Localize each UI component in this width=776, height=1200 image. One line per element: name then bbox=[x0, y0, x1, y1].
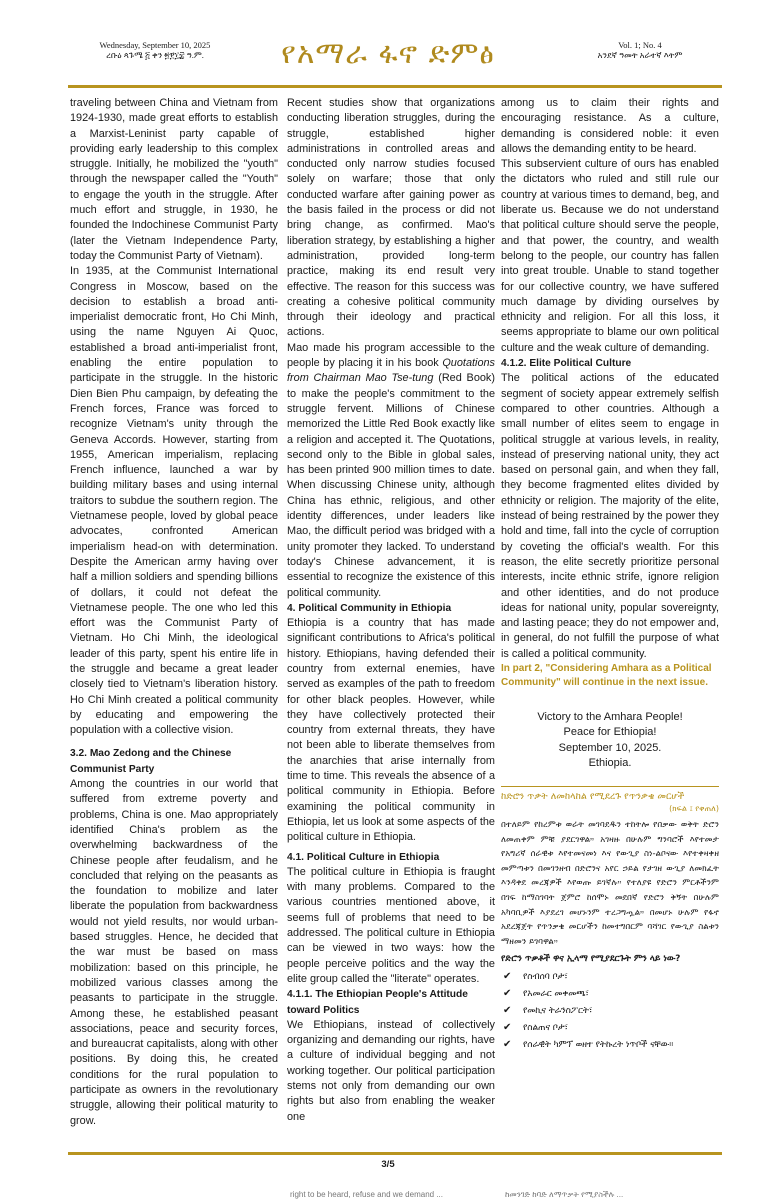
masthead-volume bbox=[560, 40, 720, 60]
masthead-date bbox=[70, 40, 240, 60]
list-item bbox=[501, 1020, 719, 1037]
masthead-rule bbox=[68, 85, 722, 88]
target-list bbox=[501, 969, 719, 1053]
next-page-peek-left: right to be heard, refuse and we demand ... bbox=[290, 1190, 443, 1199]
text-run: (Red Book) to make the people's commitment to the struggle fervent. Millions of Chinese memorized the Little Red Book exactly like a religion and accepted it. The Quotations, second only to the Bible in global sales, has been printed 900 million times to date. When discussing Chinese unity, although China has ethnic, religious, and other identity differences, under leaders like Mao, the difficult period was bridged with a unity promoter they lacked. To understand today's Chinese advancement, it is essential to recognize the existence of this political community. bbox=[287, 372, 496, 599]
checkmark-icon: ✔ bbox=[503, 988, 512, 1000]
paragraph: This subservient culture of ours has enabled the dictators who ruled and still rule our country at various times to demand, beg, and liberate us. Because we do not understand that political culture should serve the people, and that power, the country, and wealth belong to the people, our country has fallen into great trouble. Unable to stand together for our collective country, we have suffered much damage by dividing ourselves by ethnicity and religion. For all this loss, it seems appropriate to blame our own political culture and the weak culture of demanding. bbox=[501, 158, 719, 354]
section-heading-4: 4. Political Community in Ethiopia bbox=[287, 602, 452, 614]
closing-statement bbox=[501, 710, 719, 772]
book-title: Quotations from Chairman Mao Tse-tung bbox=[287, 357, 495, 385]
list-item-text: የስብሰባ ቦታ፣ bbox=[523, 972, 568, 983]
closing-line: Victory to the Amhara People! bbox=[537, 710, 683, 723]
paragraph: The political actions of the educated segment of society appear extremely selfish compared to other countries. Although a small number of elites seem to engage in political struggle at various levels, in reality, instead of preserving national unity, they act based on personal gain, and when they fall, they become fragmented elites divided by ethnicity or religion. The majority of the elite, instead of being restrained by the power they hold and time, fall into the cycle of corruption by coveting the official's wealth. For this reason, the elite secretly prioritize personal interests, incite ethnic strife, ignore religion and other identities, and do not produce ideas for national unity, popular sovereignty, and lasting peace; they do not empower and, in general, do not fulfill the purpose of what is called a political community. bbox=[501, 372, 719, 660]
page-number: 3/5 bbox=[381, 1159, 395, 1170]
section-heading-4-1: 4.1. Political Culture in Ethiopia bbox=[287, 851, 440, 863]
closing-line: September 10, 2025. bbox=[558, 741, 662, 754]
closing-line: Ethiopia. bbox=[588, 757, 632, 770]
paragraph: Among the countries in our world that suffered from extreme poverty and problems, China is one. Mao appropriately identified China's problem as the overwhelming backwardness of the Chinese people after feudalism, and he concluded that relying on the peasants as the foundation to mobilize and later liberate the population from backwardness would not yield results, nor would urban-based struggles. Hence, he decided that the war must be based on mass mobilization: based on this principle, he mobilized various classes among the peasants to participate in the struggle. Among these, he established peasant associations, peace and security forces, and bureaucrat capitalists, along with other positions. By doing this, he created conditions for the rural population to participate as owners in the revolutionary struggle, allowing their political maturity to grow. bbox=[70, 778, 278, 1127]
amharic-section-title: ከድሮን ጥቃት ለመከላከል የሚደረጉ የጥንቃቄ መርሆች bbox=[501, 790, 685, 802]
paragraph: We Ethiopians, instead of collectively organizing and demanding our rights, have a culture of individual begging and not working together. Our political participation stems not only from demanding our own rights but also from enabling the weaker one bbox=[287, 1018, 495, 1123]
paragraph: traveling between China and Vietnam from 1924-1930, made great efforts to establish a Marxist-Leninist party capable of providing early leadership to this complex struggle. Initially, he mobilized the "youth" through the newspaper called the "Youth" to engage the youth in the struggle. After much effort and struggle, in 1930, he founded the Indochinese Communist Party (later the Vietnam Independence Party, today the Communist Party of Vietnam). bbox=[70, 97, 278, 262]
list-item-text: የመኪና ትራንስፖርት፣ bbox=[523, 1005, 593, 1016]
section-heading-3-2: 3.2. Mao Zedong and the Chinese Communist Party bbox=[70, 748, 232, 775]
paragraph: Ethiopia is a country that has made significant contributions to Africa's political history. Ethiopians, having defended their country from external enemies, have served as examples of the path to freedom for other black peoples. However, while they have collectively protected their country from external threats, they have not been able to liberate themselves from the anarchies that arise internally from time to time. This reveals the absence of a political community in Ethiopia. Before examining the political community in Ethiopia, let us look at some aspects of the political culture in Ethiopia. bbox=[287, 617, 495, 844]
amharic-section-subtitle: (ክፍል ፤ የቀጠለ) bbox=[669, 803, 719, 813]
list-item-text: የሰራዊት ካምፕ ወዘተ የትኩረት ነጥቦች ናቸው። bbox=[523, 1039, 674, 1050]
next-page-peek-right: ከመንገድ ከባድ ለማጥቃት የሚያስችሉ ... bbox=[505, 1190, 624, 1199]
text-run: Mao made his program accessible to the people by placing it in his book bbox=[287, 341, 495, 370]
column-1 bbox=[70, 96, 278, 1129]
masthead bbox=[0, 0, 776, 90]
footer-rule bbox=[68, 1152, 722, 1155]
paragraph bbox=[287, 341, 495, 601]
list-item-text: የአመራር መቀመጫ፣ bbox=[523, 989, 589, 1000]
list-item bbox=[501, 969, 719, 986]
volume-amharic: አንደኛ ዓመት አራተኛ እትም bbox=[597, 50, 683, 60]
paragraph: In 1935, at the Communist International Congress in Moscow, based on the decision to establish a broad anti-imperialist democratic front, Ho Chi Minh, using the name Nguyen Ai Quoc, established a broad anti-imperialist front, enabling the entire population to participate in the struggle. In the historic Dien Bien Phu campaign, by defeating the French forces, France was forced to recognize Vietnam's unity through the Geneva Accords. However, starting from 1955, American imperialism, replacing French influence, launched a war by building military bases and using internal traitors to subdue the southern region. The Vietnamese people, loved by global peace advocates, confronted American imperialism head-on with determination. Despite the American army having over half a million soldiers and spending billions of dollars, it could not defeat the Vietnamese people. The one who led this effort was the Communist Party of Vietnam. Ho Chi Minh, the ideological leader of this party, spent his entire life in the struggle and became a great leader closely tied to Vietnam's liberation history. Ho Chi Minh created a political community by educating and empowering the population with a collective vision. bbox=[70, 265, 278, 737]
section-heading-4-1-2: 4.1.2. Elite Political Culture bbox=[501, 358, 632, 370]
paragraph: Recent studies show that organizations conducting liberation struggles, during the struggle, established higher administrations in controlled areas and conducted only narrow studies focused solely on warfare; those that only conducted warfare after gaining power as the basis failed in the process or did not bring change, as confirmed. Mao's liberation strategy, by establishing a higher administration, provided long-term practice, making its end result very effective. The reason for this success was creating a cohesive political community through their ideology and practical actions. bbox=[287, 97, 495, 339]
closing-line: Peace for Ethiopia! bbox=[563, 726, 657, 739]
amharic-question: የድሮን ጥቃቶች ዋና ኢላማ የሚያደርጉት ምን ላይ ነው? bbox=[501, 954, 681, 965]
checkmark-icon: ✔ bbox=[503, 1004, 512, 1016]
list-item bbox=[501, 1003, 719, 1020]
column-3 bbox=[501, 96, 719, 1053]
list-item bbox=[501, 1037, 719, 1054]
date-english: Wednesday, September 10, 2025 bbox=[99, 40, 211, 50]
volume-english: Vol. 1; No. 4 bbox=[618, 40, 662, 50]
section-heading-4-1-1: 4.1.1. The Ethiopian People's Attitude toward Politics bbox=[287, 989, 468, 1016]
continuation-note: In part 2, "Considering Amhara as a Political Community" will continue in the next issue. bbox=[501, 662, 712, 688]
checkmark-icon: ✔ bbox=[503, 1021, 512, 1033]
checkmark-icon: ✔ bbox=[503, 971, 512, 983]
column-2 bbox=[287, 96, 495, 1125]
newspaper-title: የአማራ ፋኖ ድምፅ bbox=[281, 36, 495, 71]
paragraph: The political culture in Ethiopia is fraught with many problems. Compared to the various countries mentioned above, it seems full of problems that need to be addressed. The political culture in Ethiopia can be viewed in two ways: how the people perceive politics and the way the elite group called the "literate" operates. bbox=[287, 865, 495, 985]
paragraph: among us to claim their rights and encouraging resistance. As a culture, demanding is considered noble: it even allows the demanding entity to be heard. bbox=[501, 97, 719, 155]
drone-safety-section bbox=[501, 786, 719, 1053]
checkmark-icon: ✔ bbox=[503, 1038, 512, 1050]
amharic-paragraph: በተለይም የከረምቱ ወራት መገባደዱን ተከትሎ የበቃው ወቅት ድሮን ለመጠቀም ምቹ ያደርገዋል። አገዛዙ በሁሉም ግንባሮች እየተመታ የአግሪኛ ሰራዊቱ እየተመናመነ እና የውጊያ ስነ-ልቦናው እየተቀዛቀዘ መምጣቱን በመገንዘብ በድሮንና አየር ኃይል የታገዘ ውጊያ ለመክፈት እንዳቀደ መረጃዎች እየወጡ ይገኛሉ። የተለያዩ የድሮን ምርቶችንም በገፍ ከማስገባት ጀምሮ ከሰሞኑ መደበኛ የድሮን ቅኝት በሁሉም አካባቢዎች እያደረገ መሆኑንም ተረጋግጧል። በመሆኑ ሁሉም የፋኖ አደረጃጀት የጥንቃቄ መርሆችን ከመተግበርም ባሻገር የውጊያ ስልቱን ማዘመን ይገባዋል። bbox=[501, 819, 719, 947]
date-amharic: ረቡዕ ጳጉሜ ፭ ቀን ፳፻፲፰ ዓ.ም. bbox=[106, 50, 204, 60]
list-item-text: የስልጠና ቦታ፣ bbox=[523, 1022, 569, 1033]
list-item bbox=[501, 986, 719, 1003]
